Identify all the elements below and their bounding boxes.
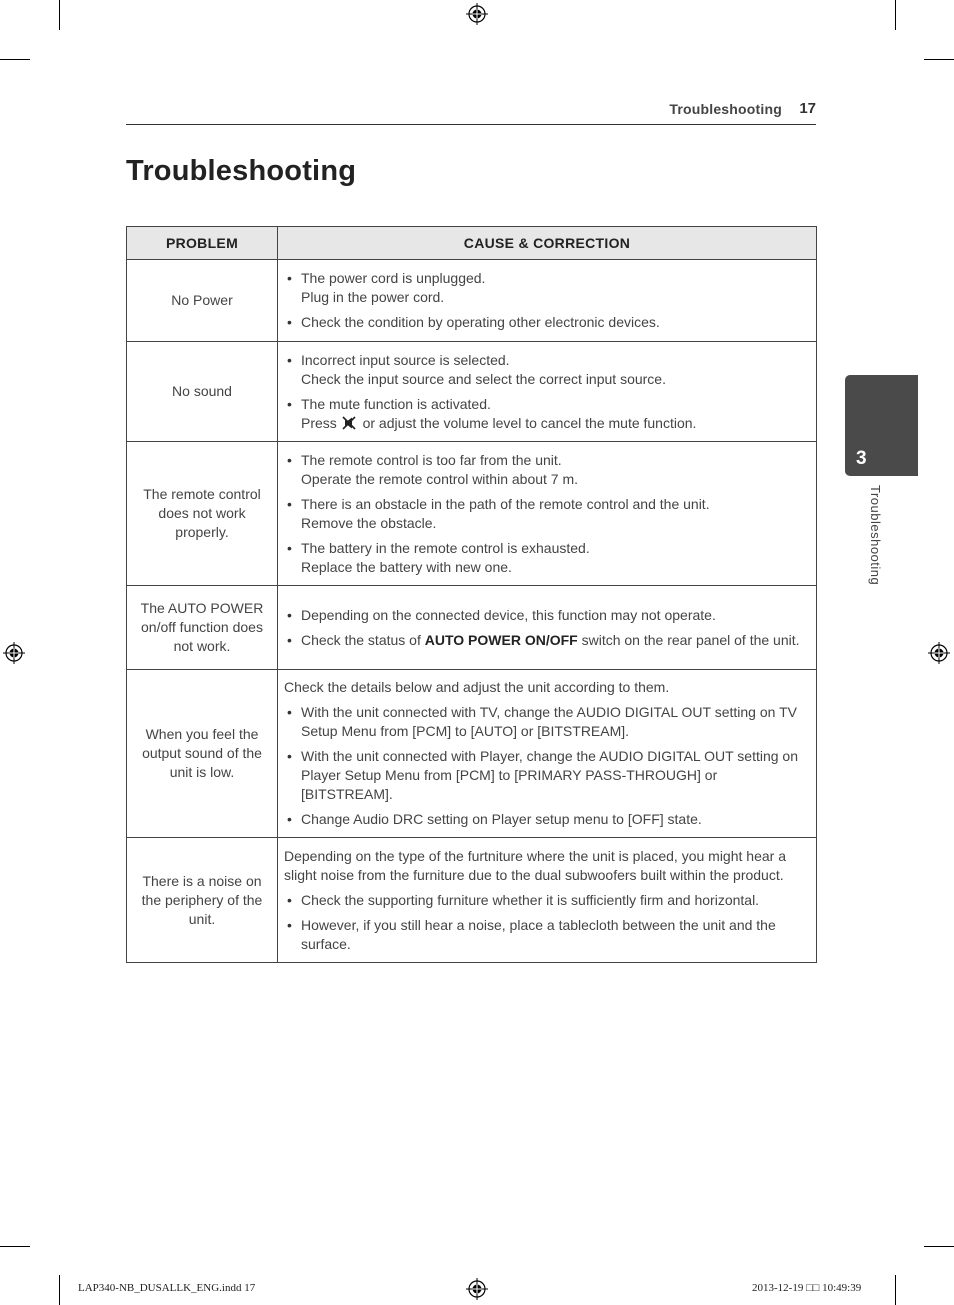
intro-text: Depending on the type of the furtniture where the unit is placed, you might hear a slight noise from the furniture due to the dual subwoofers built within the product. — [284, 847, 786, 883]
list-item: • Check the supporting furniture whether it is sufficiently firm and horizontal. — [284, 891, 810, 910]
running-header — [126, 98, 816, 125]
crop-mark — [895, 0, 896, 30]
list-item: • With the unit connected with TV, change the AUDIO DIGITAL OUT setting on TV Setup Menu from [PCM] to [AUTO] or [BITSTREAM]. — [284, 703, 810, 741]
page-title: Troubleshooting — [126, 155, 357, 187]
cause-text: • The power cord is unplugged. — [301, 270, 486, 286]
column-header-cause: CAUSE & CORRECTION — [278, 227, 817, 260]
crop-mark — [924, 59, 954, 60]
crop-mark — [0, 1246, 30, 1247]
table-row — [127, 838, 817, 963]
registration-mark-icon — [466, 1278, 488, 1300]
problem-cell: The remote control does not work properly. — [127, 442, 278, 586]
cause-text: • The mute function is activated. — [301, 395, 491, 412]
cause-cell — [278, 838, 817, 963]
chapter-number: 3 — [856, 448, 867, 469]
page-number: 17 — [799, 100, 816, 117]
correction-text — [301, 414, 810, 433]
list-item — [284, 631, 810, 650]
cause-text: switch on the rear panel of the unit. — [581, 631, 800, 648]
registration-mark-icon — [3, 642, 25, 664]
table-row — [127, 342, 817, 442]
after-text: or adjust the volume level to cancel the mute function. — [362, 414, 697, 431]
list-item — [284, 495, 810, 533]
troubleshooting-table — [126, 226, 817, 963]
list-item — [284, 313, 810, 332]
cause-text: Depending on the connected device, this function may not operate. — [301, 606, 716, 623]
crop-mark — [0, 59, 30, 60]
cause-text: • The remote control is too far from the unit. — [301, 451, 562, 468]
press-text: Press — [301, 414, 337, 431]
cause-cell — [278, 260, 817, 342]
cause-cell — [278, 670, 817, 838]
table-row — [127, 586, 817, 670]
list-item — [284, 539, 810, 577]
list-item — [284, 351, 810, 389]
cause-cell — [278, 442, 817, 586]
switch-name: AUTO POWER ON/OFF — [424, 631, 578, 648]
list-item — [284, 395, 810, 433]
crop-mark — [59, 1275, 60, 1305]
list-item — [284, 606, 810, 625]
running-header-section: Troubleshooting — [669, 101, 782, 117]
list-item: • With the unit connected with Player, change the AUDIO DIGITAL OUT setting on Player Setup Menu from [PCM] to [PRIMARY PASS-THROUGH] or [BITSTREAM]. — [284, 747, 810, 804]
table-row — [127, 670, 817, 838]
problem-cell: No Power — [127, 260, 278, 342]
table-row — [127, 260, 817, 342]
print-footer-datetime: 2013-12-19 □□ 10:49:39 — [752, 1282, 862, 1294]
cause-text: Check the status of — [301, 631, 421, 648]
table-row — [127, 442, 817, 586]
mute-icon — [342, 416, 356, 430]
cause-cell — [278, 342, 817, 442]
cause-text: • There is an obstacle in the path of the remote control and the unit. — [301, 495, 710, 512]
list-item — [284, 269, 810, 307]
column-header-problem: PROBLEM — [127, 227, 278, 260]
correction-text: Plug in the power cord. — [301, 289, 445, 305]
correction-text: Check the input source and select the correct input source. — [301, 370, 666, 387]
list-item — [284, 451, 810, 489]
problem-cell: The AUTO POWER on/off function does not work. — [127, 586, 278, 670]
correction-text: Operate the remote control within about 7 m. — [301, 470, 579, 487]
cause-text: • Incorrect input source is selected. — [301, 351, 510, 368]
print-footer-file: LAP340-NB_DUSALLK_ENG.indd 17 — [78, 1282, 256, 1294]
cause-text: Check the condition by operating other electronic devices. — [301, 314, 660, 330]
crop-mark — [924, 1246, 954, 1247]
chapter-label: Troubleshooting — [868, 485, 883, 586]
list-item: • Change Audio DRC setting on Player setup menu to [OFF] state. — [284, 810, 810, 829]
chapter-tab — [845, 375, 918, 476]
registration-mark-icon — [466, 3, 488, 25]
problem-cell: When you feel the output sound of the unit is low. — [127, 670, 278, 838]
correction-text: Replace the battery with new one. — [301, 558, 512, 575]
problem-cell: No sound — [127, 342, 278, 442]
list-item: • However, if you still hear a noise, place a tablecloth between the unit and the surface. — [284, 916, 810, 954]
crop-mark — [59, 0, 60, 30]
cause-text: • The battery in the remote control is exhausted. — [301, 539, 590, 556]
problem-cell: There is a noise on the periphery of the unit. — [127, 838, 278, 963]
correction-text: Remove the obstacle. — [301, 514, 437, 531]
cause-cell — [278, 586, 817, 670]
table-header-row — [127, 227, 817, 260]
crop-mark — [895, 1275, 896, 1305]
registration-mark-icon — [928, 642, 950, 664]
intro-text: Check the details below and adjust the unit according to them. — [284, 679, 670, 695]
